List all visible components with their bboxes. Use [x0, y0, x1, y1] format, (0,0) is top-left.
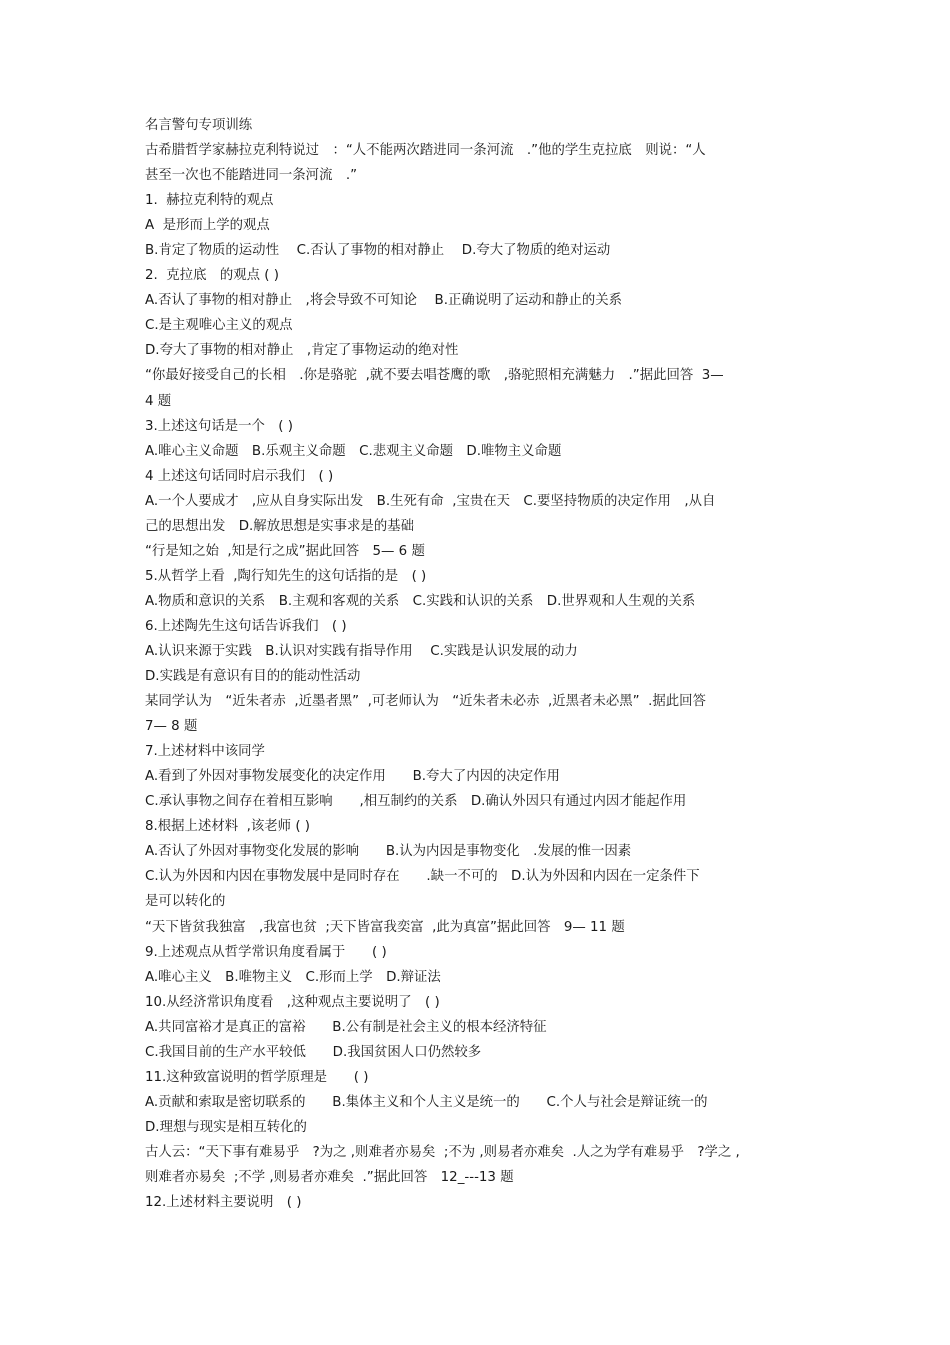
- option-text: C.认为外因和内因在事物发展中是同时存在 .缺一不可的 D.认为外因和内因在一定条件下: [145, 869, 700, 885]
- option-text: A.看到了外因对事物发展变化的决定作用 B.夸大了内因的决定作用: [145, 769, 560, 785]
- option-text: A.贡献和索取是密切联系的 B.集体主义和个人主义是统一的 C.个人与社会是辩证统一的: [145, 1094, 708, 1110]
- material-text: 4 题: [145, 393, 172, 409]
- option-text: C.我国目前的生产水平较低 D.我国贫困人口仍然较多: [145, 1044, 482, 1060]
- option-text: C.承认事物之间存在着相互影响 ,相互制约的关系 D.确认外因只有通过内因才能起作用: [145, 794, 687, 810]
- option-text: A.共同富裕才是真正的富裕 B.公有制是社会主义的根本经济特征: [145, 1019, 547, 1035]
- question-text: 11.这种致富说明的哲学原理是 ( ): [145, 1069, 369, 1085]
- option-text: A.唯心主义 B.唯物主义 C.形而上学 D.辩证法: [145, 969, 441, 985]
- material-text: “你最好接受自己的长相 .你是骆驼 ,就不要去唱苍鹰的歌 ,骆驼照相充满魅力 .”据此回答 3—: [145, 368, 724, 384]
- question-text: 8.根据上述材料 ,该老师 ( ): [145, 819, 311, 835]
- option-text: C.是主观唯心主义的观点: [145, 318, 293, 334]
- material-text: 7— 8 题: [145, 719, 198, 735]
- material-text: 古希腊哲学家赫拉克利特说过 ：“人不能两次踏进同一条河流 .”他的学生克拉底 则说：“人: [145, 143, 706, 159]
- question-text: 2. 克拉底 的观点 ( ): [145, 268, 279, 284]
- option-text: A.物质和意识的关系 B.主观和客观的关系 C.实践和认识的关系 D.世界观和人生观的关系: [145, 593, 696, 609]
- material-text: 某同学认为 “近朱者赤 ,近墨者黑” ,可老师认为 “近朱者未必赤 ,近黑者未必黑” .据此回答: [145, 694, 706, 710]
- material-text: 甚至一次也不能踏进同一条河流 .”: [145, 168, 358, 184]
- option-text: A.否认了外因对事物变化发展的影响 B.认为内因是事物变化 .发展的惟一因素: [145, 844, 632, 860]
- option-text: D.夸大了事物的相对静止 ,肯定了事物运动的绝对性: [145, 343, 459, 359]
- question-text: 1. 赫拉克利特的观点: [145, 193, 274, 209]
- option-text: 己的思想出发 D.解放思想是实事求是的基础: [145, 518, 414, 534]
- option-text: 是可以转化的: [145, 894, 226, 910]
- question-text: 5.从哲学上看 ,陶行知先生的这句话指的是 ( ): [145, 568, 427, 584]
- option-text: A.唯心主义命题 B.乐观主义命题 C.悲观主义命题 D.唯物主义命题: [145, 443, 562, 459]
- option-text: A.一个人要成才 ,应从自身实际出发 B.生死有命 ,宝贵在天 C.要坚持物质的决定作用 ,从自: [145, 493, 716, 509]
- option-text: D.理想与现实是相互转化的: [145, 1119, 307, 1135]
- question-text: 12.上述材料主要说明 ( ): [145, 1195, 302, 1211]
- question-text: 3.上述这句话是一个 ( ): [145, 418, 293, 434]
- question-text: 4 上述这句话同时启示我们 ( ): [145, 468, 334, 484]
- document-body: [145, 113, 820, 1215]
- option-text: A 是形而上学的观点: [145, 218, 270, 234]
- question-text: 10.从经济常识角度看 ,这种观点主要说明了 ( ): [145, 994, 440, 1010]
- option-text: A.认识来源于实践 B.认识对实践有指导作用 C.实践是认识发展的动力: [145, 643, 578, 659]
- option-text: D.实践是有意识有目的的能动性活动: [145, 669, 361, 685]
- question-text: 7.上述材料中该同学: [145, 744, 265, 760]
- material-text: “天下皆贫我独富 ,我富也贫 ;天下皆富我奕富 ,此为真富”据此回答 9— 11 题: [145, 919, 625, 935]
- option-text: B.肯定了物质的运动性 C.否认了事物的相对静止 D.夸大了物质的绝对运动: [145, 243, 611, 259]
- material-text: 古人云：“天下事有难易乎 ?为之 ,则难者亦易矣 ;不为 ,则易者亦难矣 .人之为学有难易乎 ?学之 ,: [145, 1144, 740, 1160]
- material-text: 则难者亦易矣 ;不学 ,则易者亦难矣 .”据此回答 12_---13 题: [145, 1169, 514, 1185]
- option-text: A.否认了事物的相对静止 ,将会导致不可知论 B.正确说明了运动和静止的关系: [145, 293, 623, 309]
- section-title: 名言警句专项训练: [145, 118, 253, 133]
- question-text: 9.上述观点从哲学常识角度看属于 ( ): [145, 944, 387, 960]
- material-text: “行是知之始 ,知是行之成”据此回答 5— 6 题: [145, 543, 425, 559]
- question-text: 6.上述陶先生这句话告诉我们 ( ): [145, 618, 347, 634]
